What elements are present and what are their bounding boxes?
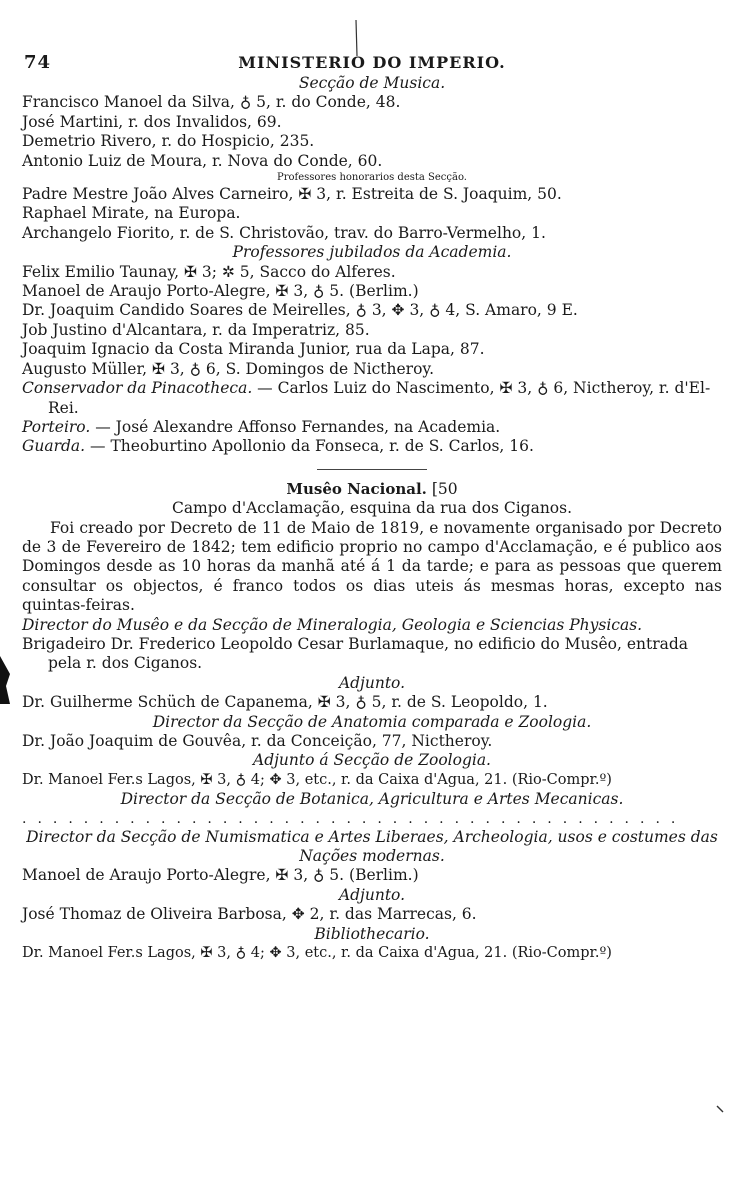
subheading-adjunto: Adjunto.: [338, 673, 406, 692]
list-item: Manoel de Araujo Porto-Alegre, ✠ 3, ♁ 5. (Berlim.): [22, 282, 419, 301]
list-item: Dr. Manoel Fer.s Lagos, ✠ 3, ♁ 4; ✥ 3, etc., r. da Caixa d'Agua, 21. (Rio-Compr.º): [22, 945, 612, 962]
staff-text: — Carlos Luiz do Nascimento, ✠ 3, ♁ 6, Nictheroy, r. d'El-Rei.: [48, 379, 711, 417]
list-item: Augusto Müller, ✠ 3, ♁ 6, S. Domingos de Nictheroy.: [22, 359, 435, 378]
list-item: José Martini, r. dos Invalidos, 69.: [22, 112, 282, 131]
list-item: Francisco Manoel da Silva, ♁ 5, r. do Conde, 48.: [22, 93, 401, 112]
document-page: [22, 52, 722, 963]
museu-paragraph: Foi creado por Decreto de 11 de Maio de 1819, e novamente organisado por Decreto de 3 de Fevereiro de 1842; tem edificio proprio no campo d'Acclamação, e é publico aos Domingos desde as 10 horas da manhã até á 1 da tarde; e para as pessoas que querem consultar os objectos, é franco todos os dias uteis ás mesmas horas, excepto nas quintas-feiras.: [22, 518, 722, 615]
subheading-numismatica: Director da Secção de Numismatica e Artes Liberaes, Archeologia, usos e costumes das Nações modernas.: [26, 827, 718, 866]
subheading-anatomia: Director da Secção de Anatomia comparada e Zoologia.: [152, 712, 592, 731]
staff-role: Porteiro.: [22, 417, 91, 436]
list-item: Raphael Mirate, na Europa.: [22, 204, 241, 223]
staff-entry: [22, 437, 722, 456]
staff-role: Conservador da Pinacotheca.: [22, 379, 253, 398]
list-item: Felix Emilio Taunay, ✠ 3; ✲ 5, Sacco do Alferes.: [22, 262, 396, 281]
subheading-botanica: Director da Secção de Botanica, Agricultura e Artes Mecanicas.: [120, 790, 624, 809]
list-item: Dr. João Joaquim de Gouvêa, r. da Conceição, 77, Nictheroy.: [22, 732, 493, 750]
subheading-zoologia: Adjunto á Secção de Zoologia.: [253, 751, 491, 770]
staff-entry: [22, 418, 722, 437]
page-title: MINISTERIO DO IMPERIO.: [238, 53, 506, 72]
staff-text: — Theoburtino Apollonio da Fonseca, r. de S. Carlos, 16.: [85, 437, 534, 456]
list-item: Dr. Manoel Fer.s Lagos, ✠ 3, ♁ 4; ✥ 3, etc., r. da Caixa d'Agua, 21. (Rio-Compr.º): [22, 771, 612, 788]
list-item: Manoel de Araujo Porto-Alegre, ✠ 3, ♁ 5. (Berlim.): [22, 866, 419, 885]
dot-leader: ...........................................: [22, 810, 687, 827]
staff-role: Guarda.: [22, 437, 86, 456]
section-divider: [317, 469, 427, 470]
list-item: Joaquim Ignacio da Costa Miranda Junior, rua da Lapa, 87.: [22, 340, 485, 359]
museu-title-line: [22, 480, 722, 499]
ink-mark-bottom: [716, 1100, 726, 1110]
list-item: José Thomaz de Oliveira Barbosa, ✥ 2, r. das Marrecas, 6.: [22, 905, 477, 924]
staff-entry: [22, 379, 722, 418]
margin-ink-mark: [0, 656, 12, 704]
section-heading-jubilados: Professores jubilados da Academia.: [232, 243, 512, 262]
subheading-director: Director do Musêo e da Secção de Mineralogia, Geologia e Sciencias Physicas.: [22, 615, 643, 634]
list-item: Demetrio Rivero, r. do Hospicio, 235.: [22, 132, 315, 151]
list-item: Antonio Luiz de Moura, r. Nova do Conde, 60.: [22, 151, 383, 170]
subheading-adjunto-2: Adjunto.: [338, 885, 406, 904]
museu-title: Musêo Nacional.: [286, 479, 427, 498]
subheading-bibliothecario: Bibliothecario.: [314, 924, 430, 943]
list-item: Archangelo Fiorito, r. de S. Christovão, trav. do Barro-Vermelho, 1.: [22, 223, 546, 242]
list-item: Job Justino d'Alcantara, r. da Imperatriz, 85.: [22, 320, 370, 339]
museu-ref: [50: [431, 479, 458, 498]
subheading-honorarios: Professores honorarios desta Secção.: [277, 172, 467, 184]
page-header: [22, 52, 722, 74]
museu-address: Campo d'Acclamação, esquina da rua dos Ciganos.: [171, 499, 573, 518]
section-heading-musica: Secção de Musica.: [298, 74, 446, 92]
staff-text: — José Alexandre Affonso Fernandes, na Academia.: [90, 417, 501, 436]
page-number: 74: [24, 52, 52, 73]
list-item: Dr. Joaquim Candido Soares de Meirelles, ♁ 3, ✥ 3, ♁ 4, S. Amaro, 9 E.: [22, 301, 578, 320]
list-item: Brigadeiro Dr. Frederico Leopoldo Cesar Burlamaque, no edificio do Musêo, entrada pela r. dos Ciganos.: [22, 634, 689, 673]
list-item: Dr. Guilherme Schüch de Capanema, ✠ 3, ♁ 5, r. de S. Leopoldo, 1.: [22, 693, 548, 712]
list-item: Padre Mestre João Alves Carneiro, ✠ 3, r. Estreita de S. Joaquim, 50.: [22, 185, 562, 204]
